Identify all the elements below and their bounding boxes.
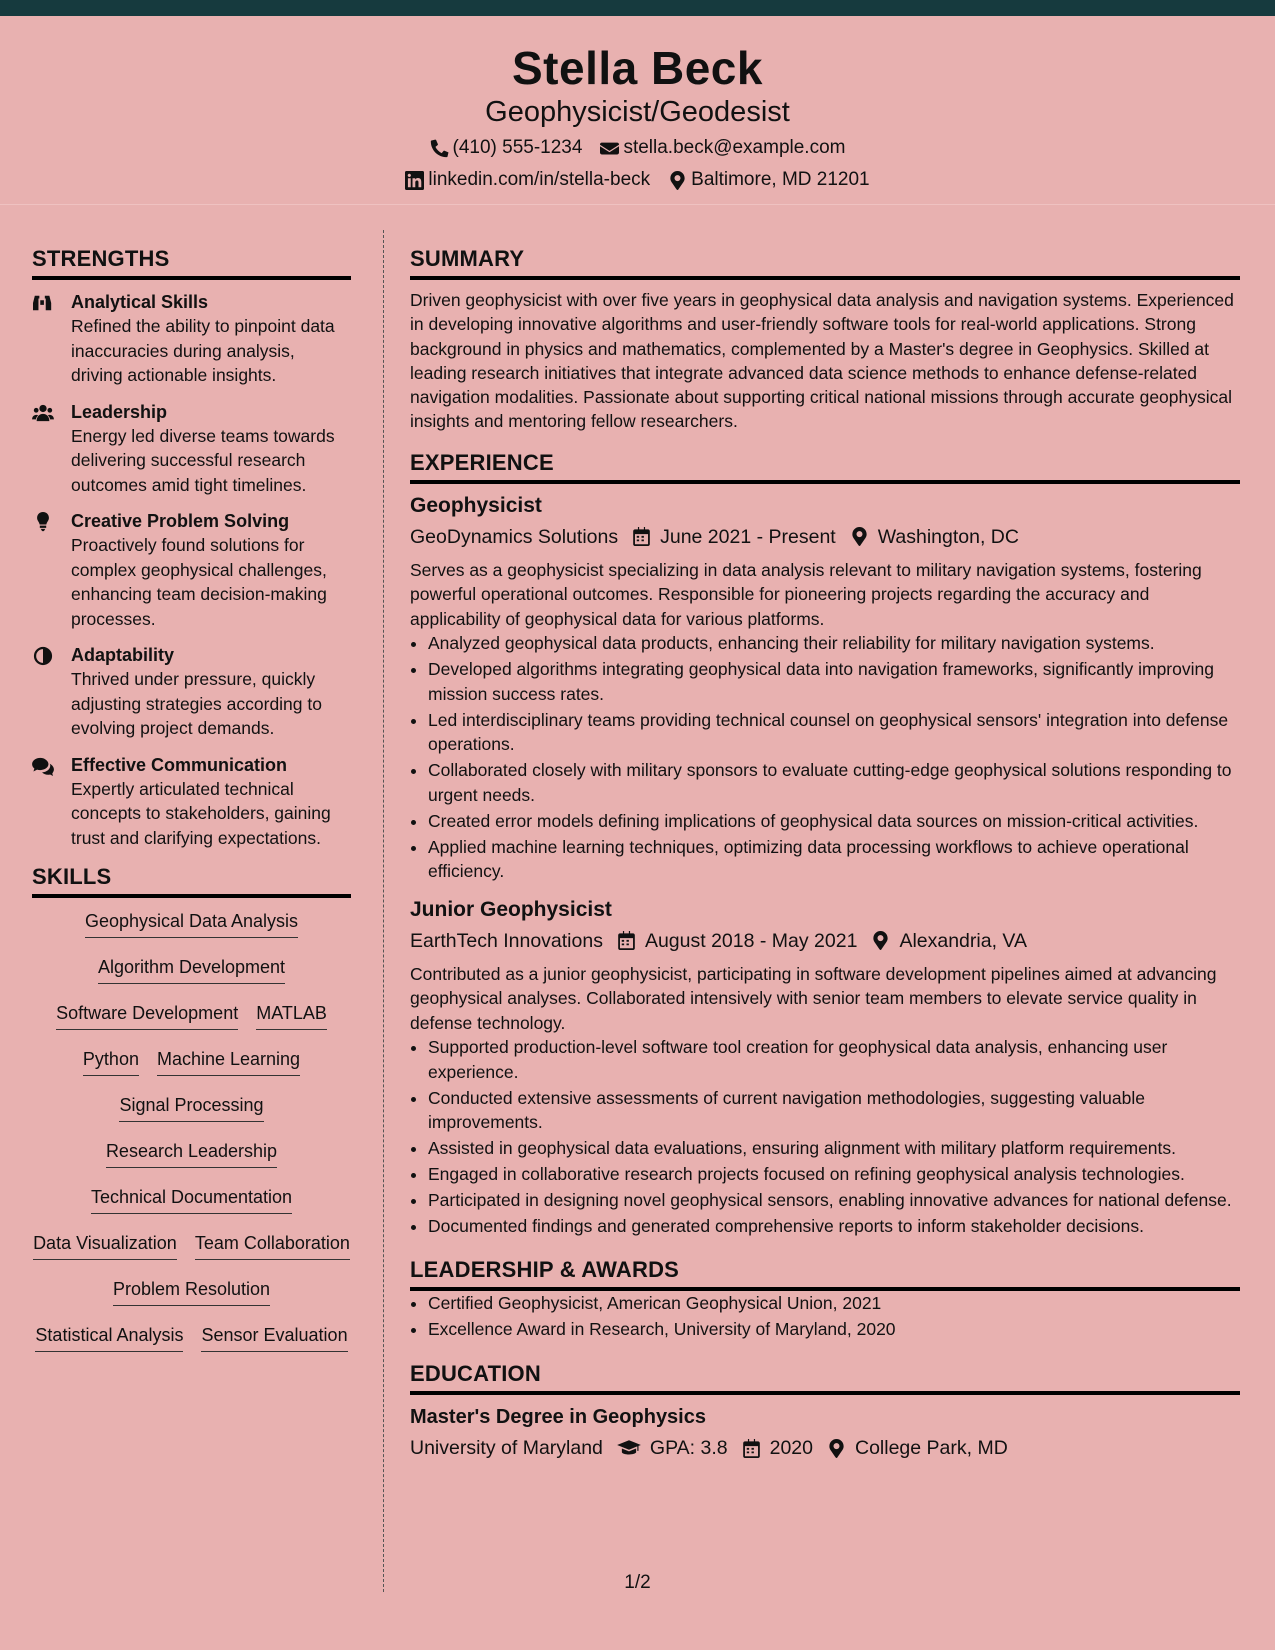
job-bullet: • Participated in designing novel geophysical sensors, enabling innovative advances for national defense. — [428, 1188, 1240, 1213]
education-school: University of Maryland — [410, 1437, 603, 1460]
job-bullet: • Developed algorithms integrating geophysical data into navigation frameworks, significantly improving mission success rates. — [428, 657, 1240, 706]
job-bullet: • Collaborated closely with military sponsors to evaluate cutting-edge geophysical solutions responding to urgent needs. — [428, 758, 1240, 807]
job-location: Alexandria, VA — [899, 929, 1027, 952]
job-entry — [410, 492, 1240, 884]
map-pin-icon — [850, 527, 869, 546]
skill-tag: Machine Learning — [157, 1046, 300, 1076]
half-circle-icon — [32, 646, 54, 666]
header-divider — [0, 204, 1275, 205]
education-degree: Master's Degree in Geophysics — [410, 1406, 706, 1429]
awards-heading: LEADERSHIP & AWARDS — [410, 1255, 1240, 1291]
calendar-icon — [632, 527, 651, 546]
lightbulb-icon — [32, 512, 54, 532]
job-dates: August 2018 - May 2021 — [644, 929, 858, 952]
job-entry — [410, 896, 1240, 1239]
skills-section — [32, 862, 351, 1368]
job-bullet: • Supported production-level software tool creation for geophysical data analysis, enhancing user experience. — [428, 1035, 1240, 1084]
summary-text: Driven geophysicist with over five years in geophysical data analysis and navigation systems. Experienced in developing innovative algorithms and user-friendly software tools for real-world applications. Strong background in physics and mathematics, complemented by a Master's degree in Geophysics. Skilled at leading research initiatives that integrate advanced data science methods to enhance defense-related navigation modalities. Passionate about supporting critical national missions through accurate geophysical insights and mentoring fellow researchers. — [410, 290, 1234, 432]
award-item: • Certified Geophysicist, American Geophysical Union, 2021 — [428, 1291, 1240, 1316]
strength-desc: Energy led diverse teams towards delivering successful research outcomes amid tight timelines. — [71, 425, 335, 495]
awards-list — [410, 1291, 1240, 1342]
skill-tag: Problem Resolution — [113, 1276, 270, 1306]
job-meta — [410, 522, 1240, 552]
strength-desc: Refined the ability to pinpoint data inaccuracies during analysis, driving actionable insights. — [71, 316, 335, 385]
page-number: 1/2 — [624, 1572, 651, 1593]
graduation-cap-icon — [617, 1439, 641, 1458]
job-title: Junior Geophysicist — [410, 897, 612, 921]
job-bullet: • Applied machine learning techniques, optimizing data processing workflows to achieve operational efficiency. — [428, 835, 1240, 884]
phone-icon — [430, 139, 449, 158]
strength-item — [32, 509, 351, 631]
job-description: Contributed as a junior geophysicist, participating in software development pipelines aimed at advancing geophysical analyses. Collaborated intensively with senior team members to elevate service quality in defense technology. — [410, 963, 1217, 1033]
contact-linkedin[interactable] — [405, 169, 650, 191]
job-bullet: • Assisted in geophysical data evaluations, ensuring alignment with military platform requirements. — [428, 1136, 1240, 1161]
job-location: Washington, DC — [877, 525, 1019, 548]
candidate-name: Stella Beck — [512, 42, 763, 94]
skill-tag: Sensor Evaluation — [201, 1322, 347, 1352]
strengths-heading: STRENGTHS — [32, 244, 351, 280]
calendar-icon — [617, 931, 636, 950]
strength-item — [32, 643, 351, 741]
job-bullet: • Analyzed geophysical data products, enhancing their reliability for military navigation systems. — [428, 631, 1240, 656]
job-bullets — [410, 631, 1240, 884]
education-heading: EDUCATION — [410, 1359, 1240, 1395]
skill-tag: Algorithm Development — [98, 954, 285, 984]
skill-tag: Software Development — [56, 1000, 238, 1030]
job-description: Serves as a geophysicist specializing in data analysis relevant to military navigation systems, fostering powerful operational outcomes. Responsible for pioneering projects regarding the accuracy and applicability of geophysical data for various platforms. — [410, 559, 1202, 629]
skill-tag: Team Collaboration — [195, 1230, 350, 1260]
skill-tag: Python — [83, 1046, 139, 1076]
skill-tag: Signal Processing — [119, 1092, 263, 1122]
job-dates: June 2021 - Present — [660, 525, 836, 548]
skill-tag: Data Visualization — [33, 1230, 177, 1260]
chat-bubbles-icon — [32, 756, 54, 776]
skills-heading: SKILLS — [32, 862, 351, 898]
job-meta — [410, 926, 1240, 956]
job-company: GeoDynamics Solutions — [410, 525, 619, 548]
job-company: EarthTech Innovations — [410, 929, 603, 952]
award-item: • Excellence Award in Research, University of Maryland, 2020 — [428, 1317, 1240, 1342]
linkedin-icon — [405, 171, 424, 190]
job-bullet: • Created error models defining implications of geophysical data sources on mission-critical activities. — [428, 809, 1240, 834]
contact-row-2 — [0, 166, 1275, 194]
contact-phone[interactable] — [430, 137, 583, 159]
skill-tag: MATLAB — [256, 1000, 327, 1030]
candidate-title: Geophysicist/Geodesist — [485, 96, 790, 128]
skill-tag: Research Leadership — [106, 1138, 277, 1168]
education-meta — [410, 1433, 1240, 1463]
job-bullet: • Documented findings and generated comprehensive reports to inform stakeholder decisions. — [428, 1214, 1240, 1239]
strength-title: Creative Problem Solving — [71, 511, 290, 531]
email-text: stella.beck@example.com — [623, 137, 846, 158]
phone-text: (410) 555-1234 — [452, 137, 583, 158]
strengths-list — [32, 290, 351, 850]
calendar-icon — [742, 1439, 761, 1458]
envelope-icon — [600, 139, 619, 158]
map-pin-icon — [668, 171, 687, 190]
contact-email[interactable] — [600, 137, 845, 159]
strength-item — [32, 753, 351, 851]
map-pin-icon — [827, 1439, 846, 1458]
strength-title: Analytical Skills — [71, 292, 209, 312]
location-text: Baltimore, MD 21201 — [691, 169, 870, 190]
job-title: Geophysicist — [410, 493, 542, 517]
column-divider — [383, 230, 384, 1592]
top-accent-bar — [0, 0, 1275, 16]
map-pin-icon — [871, 931, 890, 950]
contact-location — [668, 169, 869, 191]
left-column — [32, 244, 351, 1368]
right-column — [410, 244, 1240, 1463]
binoculars-icon — [32, 293, 54, 313]
skill-tag: Geophysical Data Analysis — [85, 908, 298, 938]
skill-tag: Technical Documentation — [91, 1184, 292, 1214]
summary-heading: SUMMARY — [410, 244, 1240, 280]
resume-header — [0, 16, 1275, 204]
linkedin-text: linkedin.com/in/stella-beck — [428, 169, 651, 190]
skill-tag: Statistical Analysis — [35, 1322, 183, 1352]
job-bullet: • Conducted extensive assessments of current navigation methodologies, suggesting valuable improvements. — [428, 1086, 1240, 1135]
job-bullets — [410, 1035, 1240, 1239]
strength-title: Effective Communication — [71, 754, 288, 775]
contact-row-1 — [0, 134, 1275, 162]
job-bullet: • Engaged in collaborative research projects focused on refining geophysical analysis technologies. — [428, 1162, 1240, 1187]
education-year: 2020 — [769, 1437, 813, 1460]
education-gpa: GPA: 3.8 — [649, 1437, 728, 1460]
strength-desc: Proactively found solutions for complex geophysical challenges, enhancing team decision-making processes. — [71, 535, 327, 629]
job-bullet: • Led interdisciplinary teams providing technical counsel on geophysical sensors' integration into defense operations. — [428, 708, 1240, 757]
strength-item — [32, 400, 351, 498]
experience-heading: EXPERIENCE — [410, 448, 1240, 484]
education-location: College Park, MD — [854, 1437, 1008, 1460]
strength-item — [32, 290, 351, 388]
skills-list — [32, 908, 351, 1368]
users-icon — [32, 403, 54, 423]
strength-desc: Expertly articulated technical concepts to stakeholders, gaining trust and clarifying expectations. — [71, 778, 331, 848]
strength-desc: Thrived under pressure, quickly adjusting strategies according to evolving project demands. — [71, 669, 322, 738]
strength-title: Leadership — [71, 401, 168, 422]
strength-title: Adaptability — [71, 645, 175, 665]
